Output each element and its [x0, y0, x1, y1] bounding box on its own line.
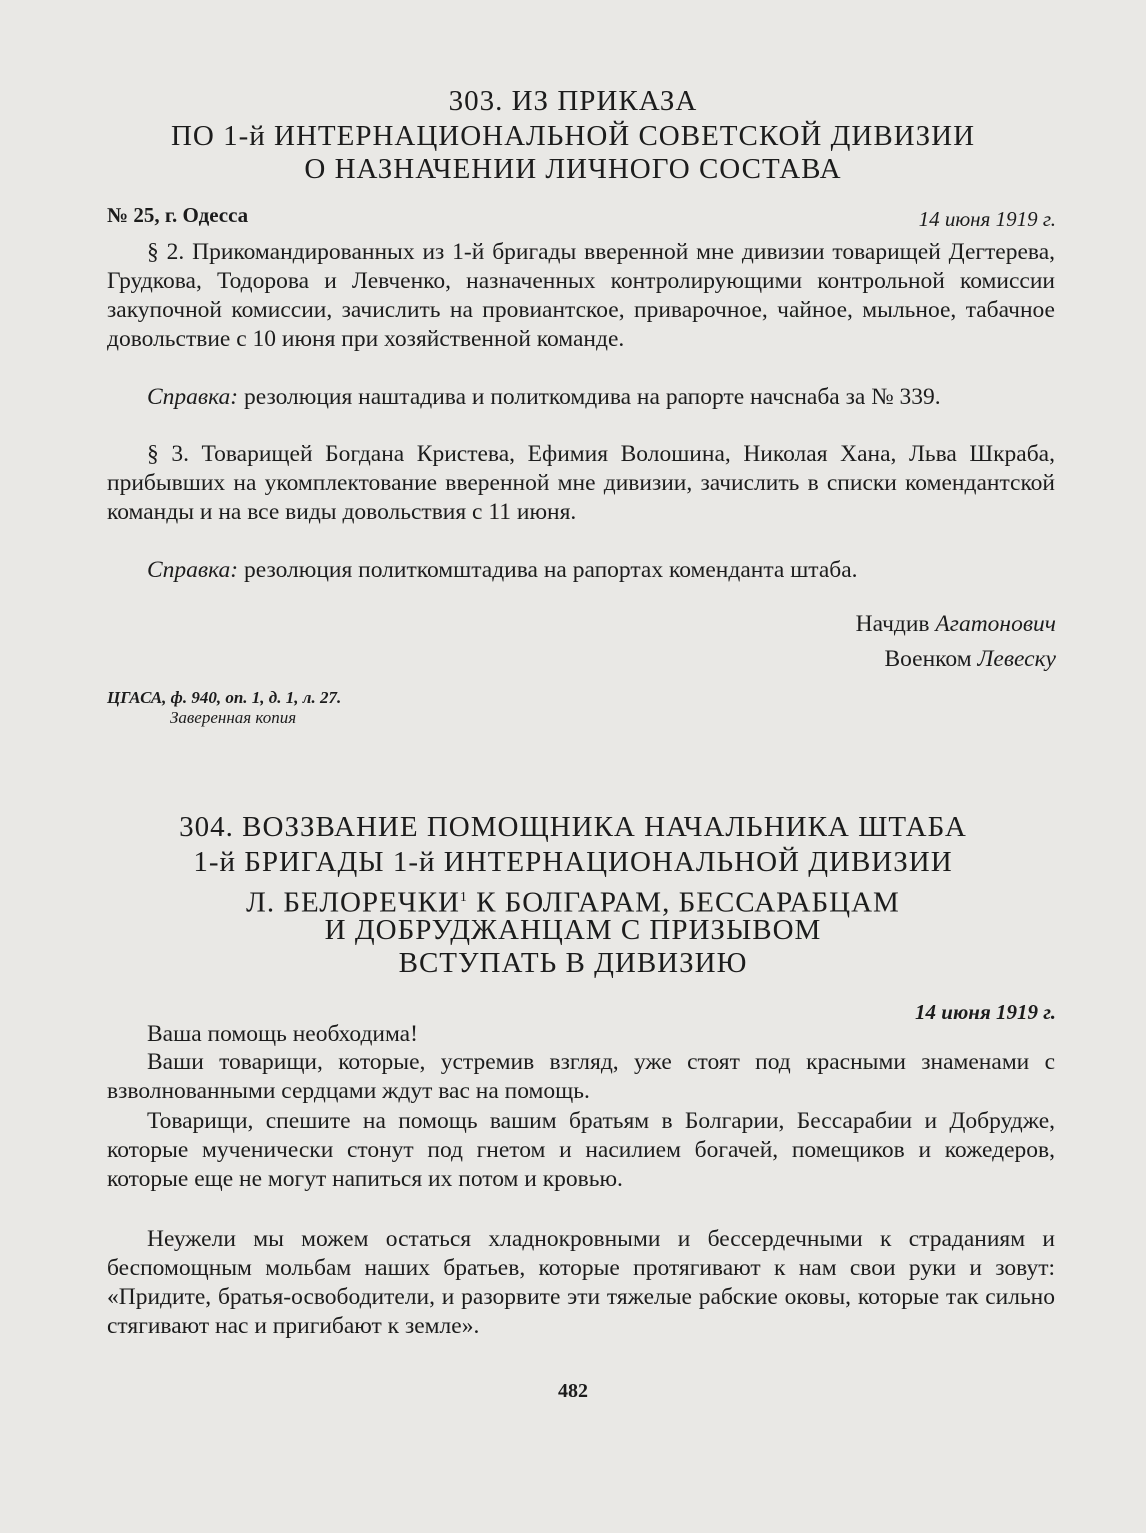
doc303-paragraph-2: § 2. Прикомандированных из 1-й бригады вверенной мне дивизии товарищей Дегтерева, Грудкова, Тодорова и Левченко, назначенных контролирующими контрольной комиссии закупочной комиссии, зачислить на провиантское, приварочное, чайное, мыльное, табачное довольствие с 10 июня при хозяйственной команде. [107, 239, 1055, 352]
doc304-date: 14 июня 1919 г. [915, 1000, 1056, 1024]
title-rest: К БОЛГАРАМ, БЕССАРАБЦАМ [476, 886, 900, 919]
reference-text: резолюция политкомштадива на рапортах коменданта штаба. [238, 557, 858, 583]
doc303-paragraph-3: § 3. Товарищей Богдана Кристева, Ефимия Волошина, Николая Хана, Льва Шкраба, прибывших на укомплектование вверенной мне дивизии, зачислить в списки комендантской команды и на все виды довольствия с 11 июня. [107, 441, 1055, 525]
doc304-title-line2: 1-й БРИГАДЫ 1-й ИНТЕРНАЦИОНАЛЬНОЙ ДИВИЗИИ [193, 846, 953, 878]
doc304-title-line4: И ДОБРУДЖАНЦАМ С ПРИЗЫВОМ [324, 914, 822, 946]
doc303-reference-1 [107, 383, 1055, 412]
doc303-number-place: № 25, г. Одесса [107, 203, 249, 227]
signature-commander [856, 607, 1056, 642]
footnote-marker: 1 [459, 890, 468, 905]
signature-name: Левеску [977, 646, 1056, 672]
signature-role: Военком [884, 646, 978, 672]
page-number: 482 [558, 1380, 588, 1402]
doc304-title-line1: 304. ВОЗЗВАНИЕ ПОМОЩНИКА НАЧАЛЬНИКА ШТАБА [179, 811, 967, 843]
doc303-reference-2 [107, 556, 1055, 585]
doc303-date: 14 июня 1919 г. [918, 207, 1056, 231]
signature-commissar [884, 642, 1056, 677]
reference-text: резолюция наштадива и политкомдива на рапорте начснаба за № 339. [238, 384, 941, 410]
doc303-title-line3: О НАЗНАЧЕНИИ ЛИЧНОГО СОСТАВА [304, 153, 842, 185]
doc304-paragraph-4: Неужели мы можем остаться хладнокровными и бессердечными к страданиям и беспомощным мольбам наших братьев, которые протягивают к нам свои руки и зовут: «Придите, братья-освободители, и разорвите эти тяжелые рабские оковы, которые так сильно стягивают нас и пригибают к земле». [107, 1226, 1055, 1339]
title-name: Л. БЕЛОРЕЧКИ [246, 886, 460, 919]
signature-name: Агатонович [935, 611, 1056, 637]
doc303-title-line1: 303. ИЗ ПРИКАЗА [448, 85, 698, 117]
reference-label: Справка: [147, 557, 239, 583]
doc303-title-line2: ПО 1-й ИНТЕРНАЦИОНАЛЬНОЙ СОВЕТСКОЙ ДИВИЗИИ [170, 120, 976, 152]
doc304-title-line5: ВСТУПАТЬ В ДИВИЗИЮ [398, 947, 748, 979]
reference-label: Справка: [147, 384, 239, 410]
signature-role: Начдив [855, 611, 936, 637]
doc304-paragraph-2: Ваши товарищи, которые, устремив взгляд, уже стоят под красными знаменами с взволнованными сердцами ждут вас на помощь. [107, 1049, 1055, 1104]
archive-note: Заверенная копия [170, 708, 297, 727]
doc304-paragraph-3: Товарищи, спешите на помощь вашим братьям в Болгарии, Бессарабии и Добрудже, которые мученически стонут под гнетом и насилием богачей, помещиков и кожедеров, которые еще не могут напиться их потом и кровью. [107, 1108, 1055, 1192]
doc304-paragraph-1: Ваша помощь необходима! [147, 1021, 418, 1047]
archive-reference: ЦГАСА, ф. 940, оп. 1, д. 1, л. 27. [107, 688, 342, 707]
